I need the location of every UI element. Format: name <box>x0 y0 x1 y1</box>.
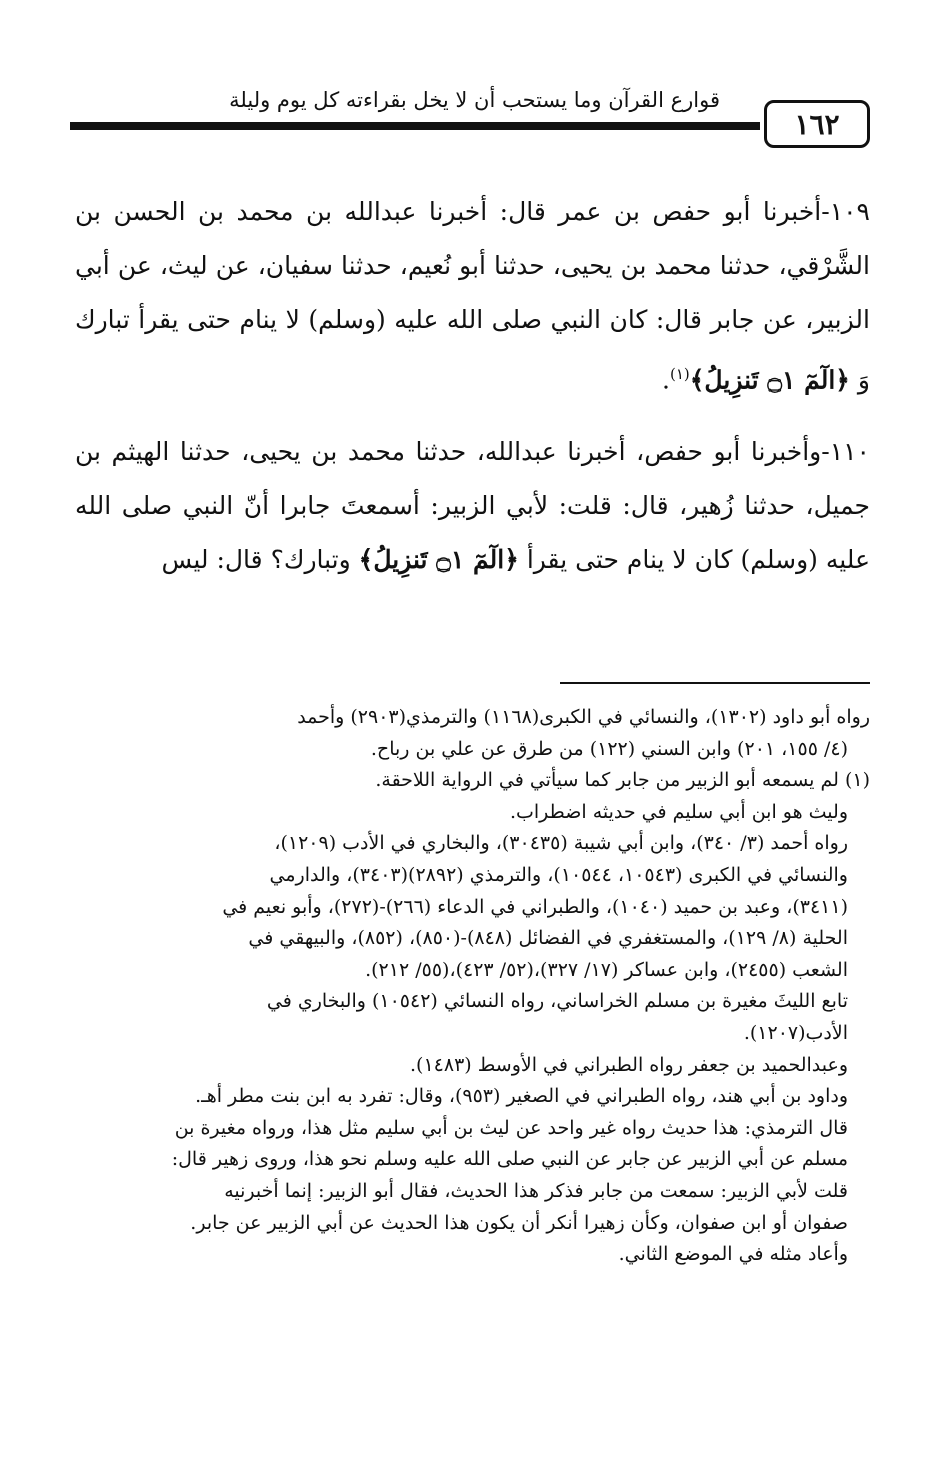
footnote-line: قلت لأبي الزبير: سمعت من جابر فذكر هذا الحديث، فقال أبو الزبير: إنما أخبرنيه <box>224 1179 848 1202</box>
footnote-line: تابع الليثَ مغيرة بن مسلم الخراساني، رواه النسائي (١٠٥٤٢) والبخاري في <box>266 990 848 1013</box>
footnote-line: والنسائي في الكبرى (١٠٥٤٣، ١٠٥٤٤)، والترمذي (٢٨٩٢)(٣٤٠٣)، والدارمي <box>269 863 848 886</box>
hadith-110 <box>75 425 870 587</box>
footnote-line: وأعاد مثله في الموضع الثاني. <box>618 1243 848 1266</box>
footnote-line: وليث هو ابن أبي سليم في حديثه اضطراب. <box>509 800 848 823</box>
footnote-line: وداود بن أبي هند، رواه الطبراني في الصغير (٩٥٣)، وقال: تفرد به ابن بنت مطر أهـ. <box>195 1085 848 1108</box>
footnote-line: وعبدالحميد بن جعفر رواه الطبراني في الأوسط (١٤٨٣). <box>410 1053 848 1076</box>
footnotes <box>70 702 870 1271</box>
footnote-ref: (١) <box>670 365 690 383</box>
footnote-line: قال الترمذي: هذا حديث رواه غير واحد عن ليث بن أبي سليم مثل هذا، ورواه مغيرة بن <box>174 1116 848 1139</box>
footnote-line: رواه أحمد (٣/ ٣٤٠)، وابن أبي شيبة (٣٠٤٣٥)، والبخاري في الأدب (١٢٠٩)، <box>274 832 848 855</box>
quran-quote: ﴿الٓمٓ ۝١ تَنزِيلُ﴾ <box>358 545 519 574</box>
sentence-end: . <box>662 365 670 395</box>
running-header <box>70 78 870 153</box>
footnote-line: صفوان أو ابن صفوان، وكأن زهيرا أنكر أن يكون هذا الحديث عن أبي الزبير عن جابر. <box>190 1211 848 1234</box>
footnote-line: رواه أبو داود (١٣٠٢)، والنسائي في الكبرى(١١٦٨) والترمذي(٢٩٠٣) وأحمد <box>297 706 870 728</box>
footnote-separator <box>560 682 870 684</box>
footnote-line: (١) لم يسمعه أبو الزبير من جابر كما سيأتي في الرواية اللاحقة. <box>375 769 870 792</box>
page-number: ١٦٢ <box>764 100 870 148</box>
footnote-line: (٣٤١١)، وعبد بن حميد (١٠٤٠)، والطبراني في الدعاء (٢٦٦)-(٢٧٢)، وأبو نعيم في <box>222 895 848 918</box>
header-rule <box>70 122 760 130</box>
footnote-line: الحلية (٨/ ١٢٩)، والمستغفري في الفضائل (٨٤٨)-(٨٥٠)، (٨٥٢)، والبيهقي في <box>248 927 848 950</box>
hadith-109 <box>75 185 870 407</box>
footnote-line: الأدب(١٢٠٧). <box>743 1021 848 1044</box>
hadith-110-text: ١١٠-وأخبرنا أبو حفص، أخبرنا عبدالله، حدثنا محمد بن يحيى، حدثنا الهيثم بن جميل، حدثنا زُهير، قال: قلت: لأبي الزبير: أسمعتَ جابرا أنّ النبي صلى الله عليه (وسلم) كان لا ينام حتى يقرأ <box>75 437 870 574</box>
footnote-line: الشعب (٢٤٥٥)، وابن عساكر (١٧/ ٣٢٧)،(٥٢/ ٤٢٣)،(٥٥/ ٢١٢). <box>365 958 848 981</box>
footnote-line: (٤/ ١٥٥، ٢٠١) وابن السني (١٢٢) من طرق عن علي بن رباح. <box>370 737 848 760</box>
hadith-109-text: ١٠٩-أخبرنا أبو حفص بن عمر قال: أخبرنا عبدالله بن محمد بن الحسن بن الشَّرْقي، حدثنا محمد بن يحيى، حدثنا أبو نُعيم، حدثنا سفيان، عن ليث، عن أبي الزبير، عن جابر قال: كان النبي صلى الله عليه (وسلم) لا ينام حتى يقرأ تبارك وَ <box>75 197 870 395</box>
header-title: قوارع القرآن وما يستحب أن لا يخل بقراءته كل يوم وليلة <box>229 88 720 112</box>
footnote-line: مسلم عن أبي الزبير عن جابر عن النبي صلى الله عليه وسلم نحو هذا، وروى زهير قال: <box>171 1148 848 1171</box>
hadith-110-text-end: وتبارك؟ قال: ليس <box>161 545 351 574</box>
quran-quote: ﴿الٓمٓ ۝١ تَنزِيلُ﴾ <box>689 365 850 395</box>
